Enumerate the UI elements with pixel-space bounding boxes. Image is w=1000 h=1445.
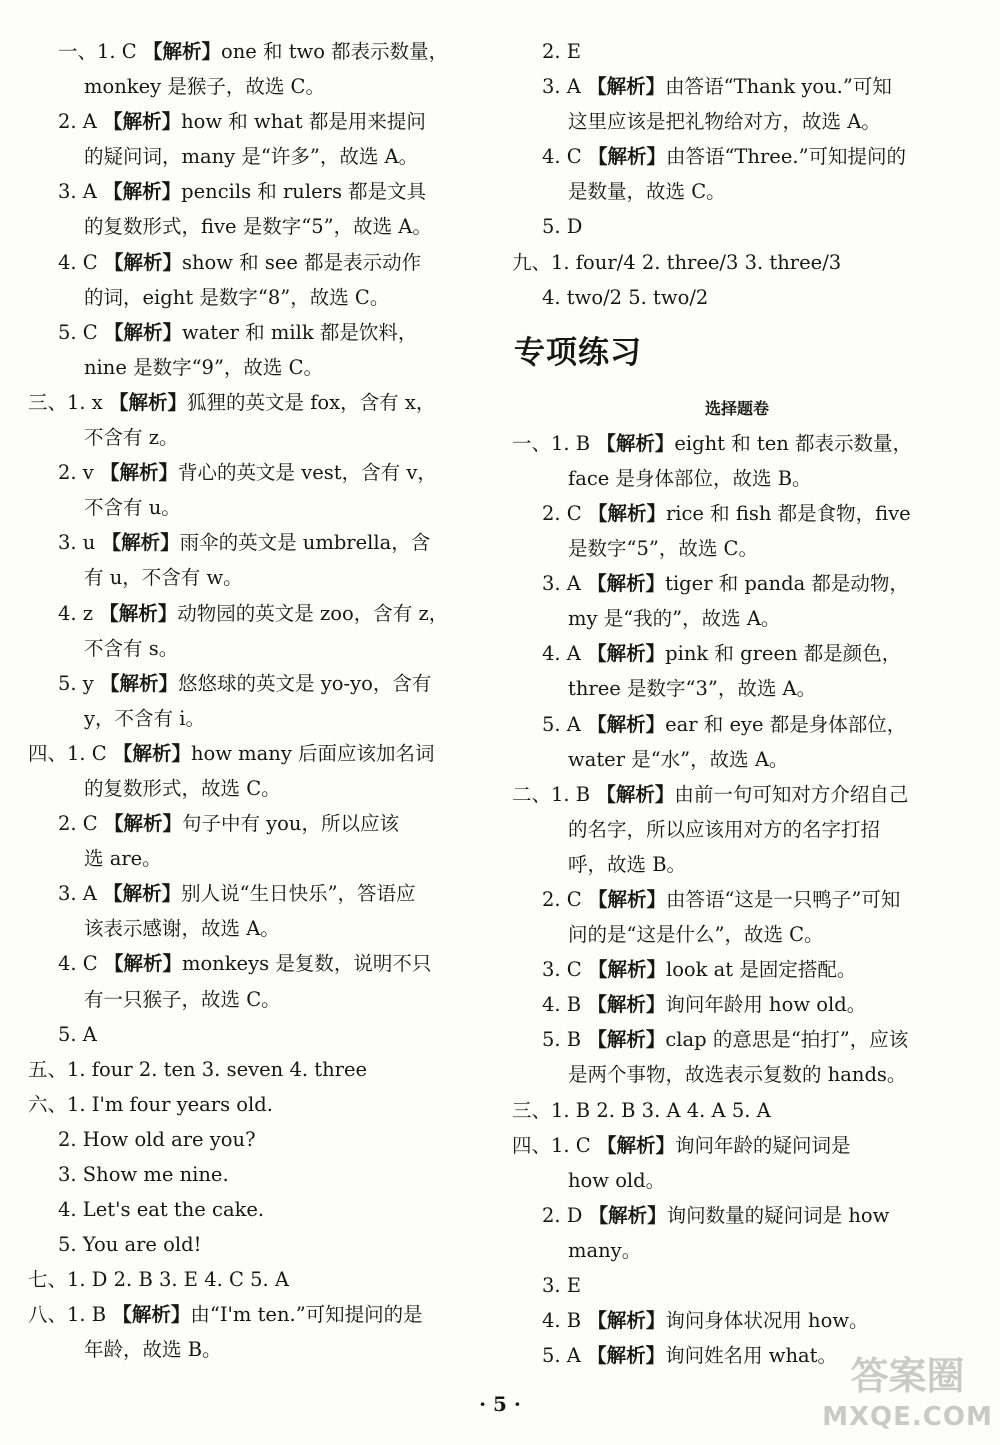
answer-text: 2. D xyxy=(542,1203,589,1227)
answer-line xyxy=(28,841,473,876)
analysis-tag: 【解析】 xyxy=(103,180,182,204)
answer-text: 九、1. four/4 2. three/3 3. three/3 xyxy=(512,250,842,274)
analysis-tag: 【解析】 xyxy=(587,501,666,525)
answer-line xyxy=(512,1163,962,1198)
answer-line xyxy=(28,1192,473,1227)
answer-line xyxy=(28,806,473,841)
answer-line xyxy=(512,1057,962,1092)
answer-line xyxy=(512,426,962,461)
answer-line xyxy=(512,952,962,987)
answer-line xyxy=(28,1017,473,1052)
answer-line xyxy=(28,771,473,806)
answer-text: 三、1. x xyxy=(28,390,109,414)
analysis-tag: 【解析】 xyxy=(596,782,675,806)
analysis-text: 狐狸的英文是 fox，含有 x， xyxy=(187,390,436,414)
answer-text: 一、1. C xyxy=(58,40,143,63)
analysis-text: 由“I'm ten.”可知提问的是 xyxy=(190,1303,423,1327)
answer-text: 的复数形式，five 是数字“5”，故选 A。 xyxy=(84,215,432,239)
answer-text: 呼，故选 B。 xyxy=(568,852,687,876)
analysis-text: 询问年龄用 how old。 xyxy=(665,993,867,1017)
answer-line xyxy=(512,882,962,917)
answer-text: 5. D xyxy=(542,215,583,239)
analysis-tag: 【解析】 xyxy=(587,1028,666,1052)
answer-text: 有 u，不含有 w。 xyxy=(84,566,243,590)
answer-line xyxy=(28,631,473,666)
answer-line xyxy=(28,350,473,385)
page-number: · 5 · xyxy=(479,1392,521,1416)
answer-text: 3. A xyxy=(542,572,588,596)
answer-line xyxy=(28,1332,473,1367)
answer-line xyxy=(28,1297,473,1332)
answer-text: 五、1. four 2. ten 3. seven 4. three xyxy=(28,1057,368,1081)
answer-line xyxy=(28,209,473,244)
answer-line xyxy=(512,209,962,244)
answer-text: 六、1. I'm four years old. xyxy=(28,1092,273,1116)
watermark-logo xyxy=(820,1350,995,1440)
answer-line xyxy=(28,280,473,315)
analysis-tag: 【解析】 xyxy=(103,812,182,836)
analysis-tag: 【解析】 xyxy=(596,1133,675,1157)
answer-line xyxy=(512,987,962,1022)
analysis-text: rice 和 fish 都是食物，five xyxy=(665,501,911,525)
answer-text: 的词，eight 是数字“8”，故选 C。 xyxy=(84,285,390,309)
answer-text: 这里应该是把礼物给对方，故选 A。 xyxy=(568,110,881,134)
answer-line xyxy=(512,531,962,566)
answer-line xyxy=(28,315,473,350)
analysis-text: 由答语“Thank you.”可知 xyxy=(665,75,892,99)
answer-line xyxy=(28,455,473,490)
answer-line xyxy=(512,847,962,882)
answer-text: face 是身体部位，故选 B。 xyxy=(568,466,812,490)
analysis-tag: 【解析】 xyxy=(112,741,191,765)
right-column xyxy=(512,34,962,1373)
left-column xyxy=(28,34,473,1368)
answer-line xyxy=(512,812,962,847)
answer-text: 3. Show me nine. xyxy=(58,1163,229,1186)
answer-text: 是数字“5”，故选 C。 xyxy=(568,537,758,561)
analysis-tag: 【解析】 xyxy=(587,572,666,596)
answer-text: 3. C xyxy=(542,958,588,982)
analysis-tag: 【解析】 xyxy=(109,390,188,414)
analysis-tag: 【解析】 xyxy=(587,1309,666,1333)
analysis-text: ear 和 eye 都是身体部位， xyxy=(665,712,907,736)
answer-text: 5. A xyxy=(58,1022,97,1046)
answer-line xyxy=(28,525,473,560)
analysis-text: one 和 two 都表示数量， xyxy=(220,40,449,63)
answer-line xyxy=(28,385,473,420)
analysis-text: clap 的意思是“拍打”，应该 xyxy=(665,1028,909,1052)
answer-line xyxy=(512,742,962,777)
answer-text: 4. C xyxy=(58,250,104,274)
answer-line xyxy=(28,946,473,981)
answer-line xyxy=(28,69,473,104)
answer-line xyxy=(28,490,473,525)
answer-text: 2. C xyxy=(542,887,588,911)
analysis-text: look at 是固定搭配。 xyxy=(665,958,857,982)
analysis-tag: 【解析】 xyxy=(103,320,182,344)
answer-line xyxy=(512,917,962,952)
analysis-text: pink 和 green 都是颜色， xyxy=(665,642,902,666)
answer-text: 3. A xyxy=(542,75,588,99)
answer-line xyxy=(512,601,962,636)
analysis-text: monkeys 是复数，说明不只 xyxy=(181,952,432,976)
answer-line xyxy=(28,876,473,911)
answer-text: 是数量，故选 C。 xyxy=(568,180,726,204)
analysis-text: 背心的英文是 vest，含有 v， xyxy=(178,461,437,485)
answer-text: 3. A xyxy=(58,882,104,906)
answer-text: y，不含有 i。 xyxy=(84,706,205,730)
right-column-bottom xyxy=(512,426,962,1374)
answer-text: 4. C xyxy=(58,952,104,976)
answer-text: 不含有 z。 xyxy=(84,426,179,450)
answer-line xyxy=(28,174,473,209)
answer-line xyxy=(512,34,962,69)
answer-line xyxy=(512,1093,962,1128)
analysis-tag: 【解析】 xyxy=(103,952,182,976)
answer-line xyxy=(512,707,962,742)
answer-text: 一、1. B xyxy=(512,431,597,455)
answer-text: 2. C xyxy=(542,501,588,525)
right-column-top xyxy=(512,34,962,315)
analysis-tag: 【解析】 xyxy=(587,75,666,99)
answer-line xyxy=(512,1303,962,1338)
answer-line xyxy=(28,104,473,139)
analysis-text: 悠悠球的英文是 yo-yo，含有 xyxy=(178,671,432,695)
answer-line xyxy=(512,245,962,280)
analysis-text: tiger 和 panda 都是动物， xyxy=(665,572,909,596)
answer-line xyxy=(28,666,473,701)
analysis-text: 询问身体状况用 how。 xyxy=(665,1309,869,1333)
answer-line xyxy=(28,1262,473,1297)
answer-line xyxy=(512,671,962,706)
answer-text: 选 are。 xyxy=(84,847,162,871)
answer-line xyxy=(512,104,962,139)
analysis-tag: 【解析】 xyxy=(596,431,675,455)
answer-line xyxy=(28,1227,473,1262)
answer-text: 四、1. C xyxy=(512,1133,597,1157)
answer-line xyxy=(512,139,962,174)
answer-line xyxy=(512,1233,962,1268)
watermark-main: 答案圈 xyxy=(850,1354,965,1398)
analysis-tag: 【解析】 xyxy=(587,1344,666,1368)
analysis-tag: 【解析】 xyxy=(587,712,666,736)
answer-line xyxy=(512,1128,962,1163)
analysis-text: 询问数量的疑问词是 how xyxy=(666,1203,890,1227)
analysis-tag: 【解析】 xyxy=(112,1303,191,1327)
answer-line xyxy=(28,34,473,69)
analysis-tag: 【解析】 xyxy=(100,671,179,695)
answer-text: 该表示感谢，故选 A。 xyxy=(84,917,280,941)
answer-line xyxy=(512,496,962,531)
answer-line xyxy=(512,174,962,209)
analysis-text: 雨伞的英文是 umbrella，含 xyxy=(179,531,431,555)
analysis-tag: 【解析】 xyxy=(100,461,179,485)
answer-text: how old。 xyxy=(568,1168,666,1192)
answer-text: 问的是“这是什么”，故选 C。 xyxy=(568,923,824,947)
answer-line xyxy=(512,636,962,671)
analysis-text: 别人说“生日快乐”，答语应 xyxy=(181,882,416,906)
answer-line xyxy=(28,701,473,736)
analysis-text: 动物园的英文是 zoo，含有 z， xyxy=(177,601,449,625)
analysis-text: 由答语“Three.”可知提问的 xyxy=(665,145,907,169)
answer-text: 2. C xyxy=(58,812,104,836)
answer-text: 有一只猴子，故选 C。 xyxy=(84,987,281,1011)
analysis-text: 询问年龄的疑问词是 xyxy=(674,1133,851,1157)
analysis-tag: 【解析】 xyxy=(103,882,182,906)
analysis-tag: 【解析】 xyxy=(103,250,182,274)
answer-text: 3. E xyxy=(542,1274,582,1297)
answer-line xyxy=(28,1122,473,1157)
answer-line xyxy=(28,245,473,280)
answer-line xyxy=(512,1198,962,1233)
answer-text: nine 是数字“9”，故选 C。 xyxy=(84,355,324,379)
answer-text: 5. You are old! xyxy=(58,1233,202,1257)
answer-line xyxy=(28,911,473,946)
answer-text: 3. A xyxy=(58,180,104,204)
analysis-tag: 【解析】 xyxy=(103,110,182,134)
answer-line xyxy=(28,420,473,455)
analysis-tag: 【解析】 xyxy=(587,958,666,982)
answer-text: 2. v xyxy=(58,461,101,485)
watermark-sub: MXQE.COM xyxy=(822,1402,993,1432)
answer-text: 5. A xyxy=(542,1344,588,1368)
answer-text: 2. How old are you? xyxy=(58,1127,256,1151)
answer-text: 的疑问词，many 是“许多”，故选 A。 xyxy=(84,145,419,169)
answer-text: 5. y xyxy=(58,671,101,695)
answer-line xyxy=(28,736,473,771)
answer-text: 三、1. B 2. B 3. A 4. A 5. A xyxy=(512,1098,771,1122)
answer-line xyxy=(512,1022,962,1057)
answer-text: 4. Let's eat the cake. xyxy=(58,1198,265,1222)
answer-line xyxy=(28,596,473,631)
analysis-tag: 【解析】 xyxy=(587,642,666,666)
answer-text: 5. A xyxy=(542,712,588,736)
analysis-tag: 【解析】 xyxy=(588,1203,667,1227)
answer-line xyxy=(28,1087,473,1122)
analysis-tag: 【解析】 xyxy=(99,601,178,625)
analysis-text: eight 和 ten 都表示数量， xyxy=(674,431,913,455)
analysis-tag: 【解析】 xyxy=(587,145,666,169)
analysis-tag: 【解析】 xyxy=(142,40,221,63)
answer-line xyxy=(28,139,473,174)
answer-text: 是两个事物，故选表示复数的 hands。 xyxy=(568,1063,907,1087)
analysis-text: how many 后面应该加名词 xyxy=(190,741,435,765)
answer-text: 4. z xyxy=(58,601,100,625)
answer-text: 3. u xyxy=(58,531,102,555)
answer-text: 4. A xyxy=(542,642,588,666)
answer-line xyxy=(28,560,473,595)
answer-text: 4. B xyxy=(542,1309,588,1333)
answer-text: 5. C xyxy=(58,320,104,344)
answer-text: 的复数形式，故选 C。 xyxy=(84,776,281,800)
answer-text: many。 xyxy=(568,1238,642,1262)
analysis-text: water 和 milk 都是饮料， xyxy=(181,320,418,344)
answer-line xyxy=(512,1268,962,1303)
analysis-text: how 和 what 都是用来提问 xyxy=(181,110,426,134)
analysis-text: 询问姓名用 what。 xyxy=(665,1344,838,1368)
answer-text: water 是“水”，故选 A。 xyxy=(568,747,789,771)
analysis-text: 句子中有 you，所以应该 xyxy=(181,812,399,836)
answer-text: 四、1. C xyxy=(28,741,113,765)
answer-text: 不含有 u。 xyxy=(84,496,181,520)
answer-text: 4. B xyxy=(542,993,588,1017)
answer-text: 八、1. B xyxy=(28,1303,113,1327)
analysis-text: pencils 和 rulers 都是文具 xyxy=(181,180,427,204)
analysis-tag: 【解析】 xyxy=(587,993,666,1017)
answer-text: monkey 是猴子，故选 C。 xyxy=(84,75,325,99)
answer-text: 七、1. D 2. B 3. E 4. C 5. A xyxy=(28,1268,290,1292)
answer-line xyxy=(512,69,962,104)
answer-text: my 是“我的”，故选 A。 xyxy=(568,607,781,631)
answer-line xyxy=(512,566,962,601)
answer-text: three 是数字“3”，故选 A。 xyxy=(568,677,817,701)
answer-text: 2. E xyxy=(542,40,582,63)
analysis-tag: 【解析】 xyxy=(101,531,180,555)
answer-text: 不含有 s。 xyxy=(84,636,179,660)
analysis-text: show 和 see 都是表示动作 xyxy=(181,250,422,274)
analysis-text: 由答语“这是一只鸭子”可知 xyxy=(665,887,901,911)
answer-text: 5. B xyxy=(542,1028,588,1052)
answer-text: 年龄，故选 B。 xyxy=(84,1338,222,1362)
answer-text: 2. A xyxy=(58,110,104,134)
answer-text: 4. two/2 5. two/2 xyxy=(542,285,709,309)
answer-text: 二、1. B xyxy=(512,782,597,806)
answer-text: 的名字，所以应该用对方的名字打招 xyxy=(568,817,881,841)
answer-line xyxy=(512,461,962,496)
answer-line xyxy=(28,1052,473,1087)
analysis-text: 由前一句可知对方介绍自己 xyxy=(674,782,909,806)
answer-line xyxy=(28,1157,473,1192)
section-title: 专项练习 xyxy=(514,334,642,371)
answer-line xyxy=(512,777,962,812)
subsection-title: 选择题卷 xyxy=(704,398,769,418)
answer-line xyxy=(512,280,962,315)
answer-line xyxy=(28,982,473,1017)
analysis-tag: 【解析】 xyxy=(587,887,666,911)
answer-text: 4. C xyxy=(542,145,588,169)
